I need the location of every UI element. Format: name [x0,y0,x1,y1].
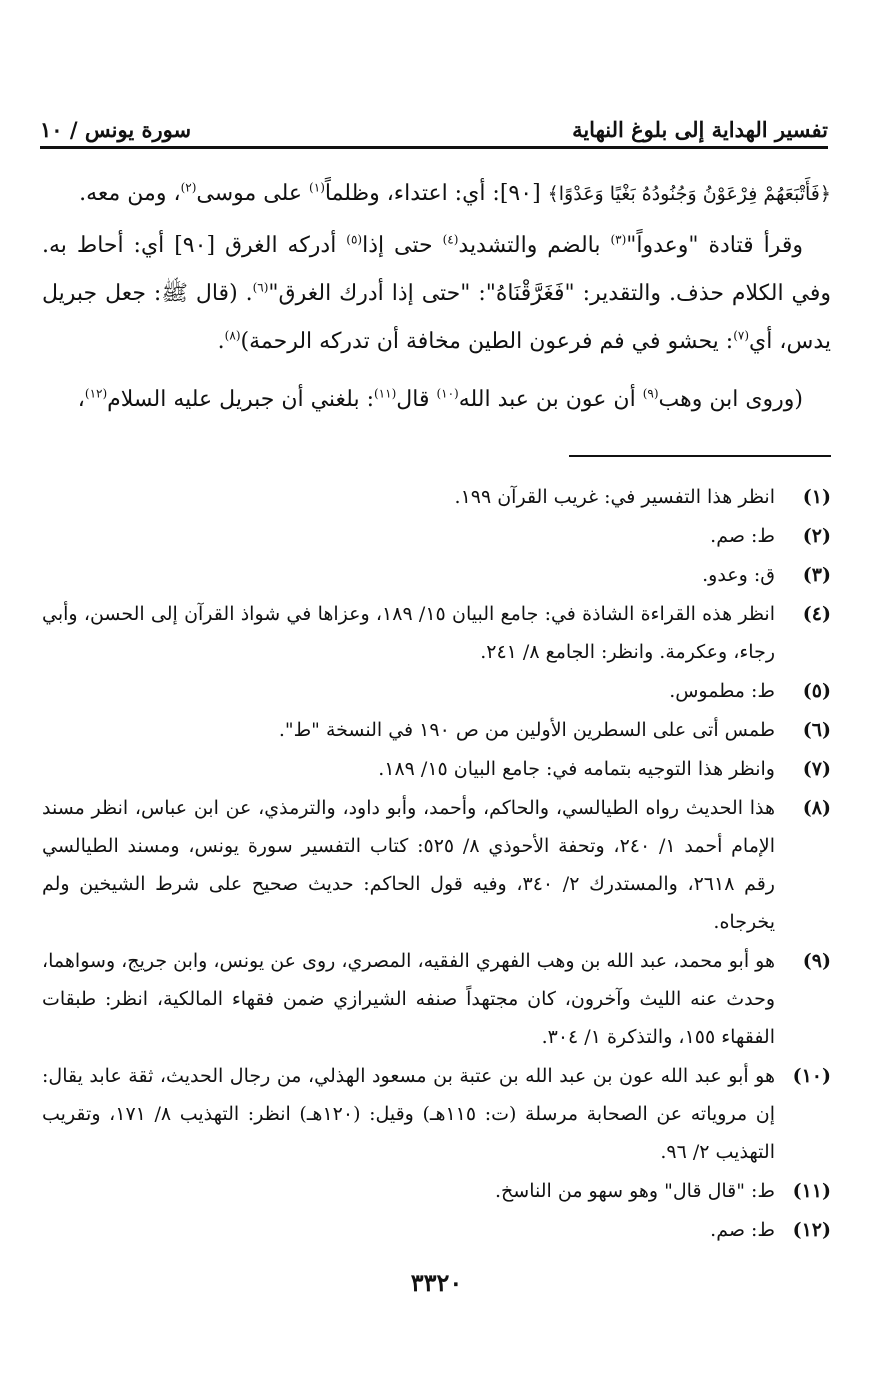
footnote-ref: (٢) [180,180,197,195]
footnote-text: ط: صم. [710,525,775,547]
footnote-text: ق: وعدو. [702,564,775,586]
footnote-ref: (٥) [346,232,363,247]
footnote-number: (٣) [802,564,831,586]
footnote-ref: (١٢) [84,386,108,401]
footnote [42,789,831,941]
text-span: حتى إذا [362,233,443,258]
footnote [42,942,831,1056]
footnote-text: طمس أتى على السطرين الأولين من ص ١٩٠ في النسخة "ط". [278,719,775,741]
footnote-number: (٤) [802,603,831,625]
text-span: [٩٠]: أي: اعتداء، وظلماً [324,181,548,206]
footnote-ref: (٩) [642,386,659,401]
footnote-number: (١٢) [792,1219,831,1241]
quran-verse: ﴿فَأَتْبَعَهُمْ فِرْعَوْنُ وَجُنُودُهُ بَغْيًا وَعَدْوًا﴾ [547,183,831,205]
footnote-number: (٦) [802,719,831,741]
footnote-number: (١) [802,486,831,508]
text-span: أن عون بن عبد الله [458,387,643,412]
footnote-number: (٧) [802,758,831,780]
footnote-ref: (٣) [610,232,627,247]
footnote-text: انظر هذه القراءة الشاذة في: جامع البيان ١٥/ ١٨٩، وعزاها في شواذ القرآن إلى الحسن، وأبي رجاء، وعكرمة. وانظر: الجامع ٨/ ٢٤١. [42,603,775,663]
footnote-ref: (٧) [733,328,750,343]
text-span: : بلغني أن جبريل عليه السلام [107,387,374,412]
text-span: . (قال ﷺ: جعل جبريل يدس، أي [42,281,831,354]
footnote-text: ط: "قال قال" وهو سهو من الناسخ. [495,1180,775,1202]
footnote-number: (١١) [792,1180,831,1202]
running-header [40,108,828,142]
footnote-ref: (١٠) [436,386,459,401]
text-span: قال [396,387,437,412]
footnote-number: (٩) [802,950,831,972]
main-text [42,170,831,424]
text-span: أدركه الغرق [٩٠] أي: أحاط به. وفي الكلام حذف. والتقدير: "فَغَرَّقْنَاهُ": "حتى إذا أدرك الغرق" [42,233,831,306]
footnotes [42,478,831,1250]
text-span: (وروى ابن وهب [658,387,803,412]
footnote-ref: (٤) [442,232,459,247]
footnote [42,672,831,710]
paragraph-3 [42,376,831,424]
text-span: على موسى [196,181,310,206]
text-span: ، ومن معه. [79,181,181,206]
footnote-text: ط: صم. [710,1219,775,1241]
footnote [42,1211,831,1249]
footnote [42,711,831,749]
footnote [42,478,831,516]
footnote-number: (٨) [802,797,831,819]
footnote [42,1057,831,1171]
book-title: تفسير الهداية إلى بلوغ النهاية [572,117,828,142]
footnote-text: هو أبو محمد، عبد الله بن وهب الفهري الفقيه، المصري، روى عن يونس، وابن جريج، وسواهما، وحدث عنه الليث وآخرون، كان مجتهداً صنفه الشيرازي ضمن فقهاء المالكية، انظر: طبقات الفقهاء ١٥٥، والتذكرة ١/ ٣٠٤. [42,950,775,1048]
text-span: وقرأ قتادة "وعدواً" [626,233,803,258]
text-span: . [217,329,225,354]
paragraph-2 [42,222,831,366]
footnote-number: (٥) [802,680,831,702]
text-span: ، [77,387,85,412]
footnote-ref: (٨) [224,328,241,343]
footnote-text: ط: مطموس. [669,680,775,702]
footnote-text: هذا الحديث رواه الطيالسي، والحاكم، وأحمد، وأبو داود، والترمذي، عن ابن عباس، انظر مسند الإمام أحمد ١/ ٢٤٠، وتحفة الأحوذي ٨/ ٥٢٥: كتاب التفسير سورة يونس، ومسند الطيالسي رقم ٢٦١٨، والمستدرك ٢/ ٣٤٠، وفيه قول الحاكم: حديث صحيح على شرط الشيخين ولم يخرجاه. [42,797,775,933]
footnote-ref: (٦) [252,280,269,295]
paragraph-1 [42,170,831,218]
footnote-separator [569,455,831,457]
footnote-number: (٢) [802,525,831,547]
text-span: : يحشو في فم فرعون الطين مخافة أن تدركه الرحمة) [240,329,734,354]
text-span: بالضم والتشديد [458,233,611,258]
footnote [42,1172,831,1210]
footnote-text: هو أبو عبد الله عون بن عبد الله بن عتبة بن مسعود الهذلي، من رجال الحديث، ثقة عابد يقال: إن مروياته عن الصحابة مرسلة (ت: ١١٥هـ) وقيل: (١٢٠هـ) انظر: التهذيب ٨/ ١٧١، وتقريب التهذيب ٢/ ٩٦. [42,1065,775,1163]
footnote [42,556,831,594]
header-rule [40,146,828,149]
page-number: ٣٣٢٠ [410,1268,463,1297]
footnote-text: انظر هذا التفسير في: غريب القرآن ١٩٩. [454,486,775,508]
footnote [42,595,831,671]
footnote [42,517,831,555]
footnote-number: (١٠) [792,1065,831,1087]
footnote-ref: (١) [309,180,325,195]
footnote [42,750,831,788]
footnote-text: وانظر هذا التوجيه بتمامه في: جامع البيان ١٥/ ١٨٩. [378,758,775,780]
surah-label: سورة يونس / ١٠ [40,117,192,142]
footnote-ref: (١١) [373,386,397,401]
